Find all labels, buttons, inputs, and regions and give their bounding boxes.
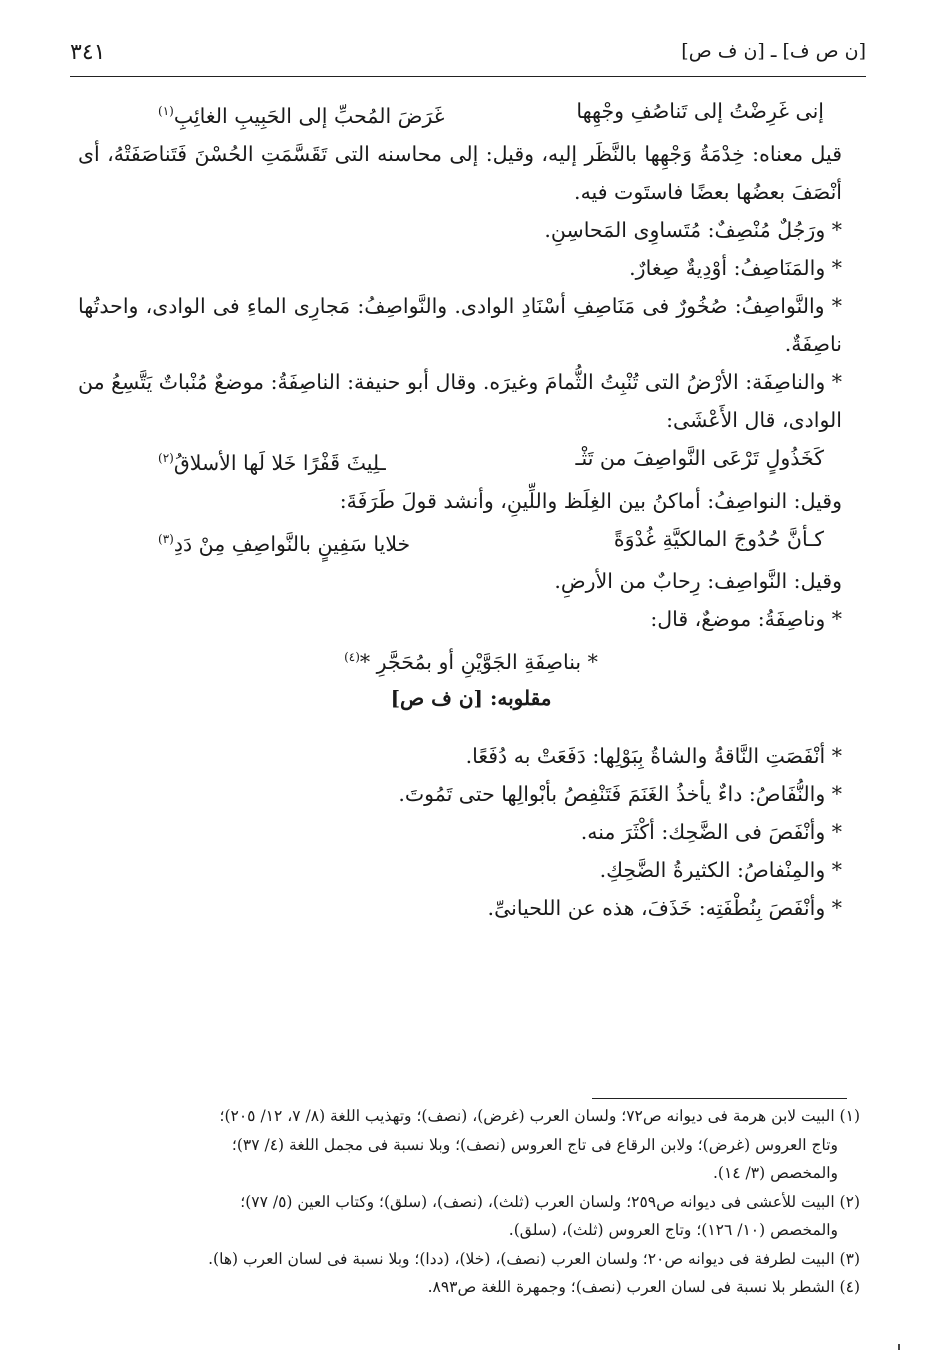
verse-al-asha [78,439,864,482]
entry-line: * وأنْفَصَ فى الضَّحِك: أكْثَرَ منه. [580,820,842,845]
entry-line: وقيل: النَّواصِف: رِحابٌ من الأرضِ. [554,569,842,594]
entry-line: * وأنْفَصَ بِنُطْفَتِه: خَذَفَ، هذه عن اللحيانىِّ. [487,896,842,921]
main-text [78,92,864,927]
page-number: ٣٤١ [70,40,106,65]
verse-second-hemistich: ـلِيثَ قَفْرًا خَلا لَها الأسلاقُ$^{(٢)}$ [158,450,386,475]
section-subheading: مقلوبه: [ن ف ص] [390,686,552,711]
entry-line: * والمَنَاصِفُ: أوْدِيةٌ صِغارٌ. [629,255,842,280]
running-header [70,40,866,74]
verse-first-hemistich: كـأنَّ حُدُوجَ المالكيَّةِ غُدْوَةً [613,526,824,551]
footnote-separator [592,1098,847,1099]
paragraph-nasifa: * والناصِفَة: الأرْضُ التى تُنْبِتُ الثُّمامَ وغيرَه. وقال أبو حنيفة: الناصِفَةُ: موضعٌ مُنْباتٌ يَتَّسِعُ من الوادى، قال الأَعْشَى: [78,369,842,432]
entry-line: * وناصِفَةُ: موضعٌ، قال: [650,607,842,632]
footnote-line: وتاج العروس (غرض)؛ ولابن الرقاع فى تاج العروس (نصف)؛ وبلا نسبة فى مجمل اللغة (٤/ ٣٧)؛ [231,1135,838,1154]
footnote-line: (٢) البيت للأعشى فى ديوانه ص٢٥٩؛ ولسان العرب (ثلث)، (نصف)، (سلق)؛ وكتاب العين (٥/ ٧٧)؛ [240,1192,860,1211]
verse-first-hemistich: كَخَذُولٍ تَرْعَى النَّواصِفَ من تَثْـ [575,445,824,470]
paragraph-meaning: قيل معناه: خِدْمَةُ وَجْهِها بالنَّظَر إليه، وقيل: إلى محاسنه التى تَقَسَّمَتِ الحُسْنَ فَتَناصَفَتْهُ، أى أنْصَفَ بعضُها بعضًا فاستَوت فيه. [78,141,842,204]
header-section-title: [ن ص ف] ـ [ن ف ص] [681,40,866,62]
paragraph-nawasif: * والنَّواصِفُ: صُخُورٌ فى مَنَاصِفِ أسْنَادِ الوادى. والنَّواصِفُ: مَجارِى الماءِ فى الوادى، واحدتُها ناصِفَةٌ. [78,293,842,356]
entry-line: * والمِنْفاصُ: الكثيرةُ الضَّحِكِ. [599,858,842,883]
footnote-line: والمخصص (٣/ ١٤). [712,1164,838,1182]
entry-line: * ورَجُلٌ مُنْصِفٌ: مُتَساوِى المَحاسِنِ. [544,217,842,242]
footnotes [80,1102,860,1302]
verse-first-hemistich: إنى غَرِضْتُ إلى تَناصُفِ وجْهِها [576,99,824,123]
footnote-ref: (٤) [344,650,360,665]
margin-mark [898,1344,900,1350]
entry-line: وقيل: النواصِفُ: أماكنُ بين الغِلَظ واللِّينِ، وأنشد قولَ طَرَفَةَ: [339,488,842,513]
entry-line: * والنُّفَاصُ: داءٌ يأخذُ الغَنَمَ فَتَنْفِصُ بأبْوالِها حتى تَمُوتَ. [398,782,842,807]
header-rule [70,76,866,77]
verse-ibn-harma [78,92,864,135]
footnote-line: (٤) الشطر بلا نسبة فى لسان العرب (نصف)؛ وجمهرة اللغة ص٨٩٣. [427,1278,860,1296]
verse-fragment: * بناصِفَةِ الجَوَّيْنِ أو بمُحَجَّرِ *$^{(٤)}$ [344,650,598,675]
entry-line: * أنْفَصَتِ النَّاقةُ والشاةُ بِبَوْلِها: دَفَعَتْ به دُفَعًا. [465,744,842,769]
footnote-line: والمخصص (١٠/ ١٢٦)؛ وتاج العروس (ثلث)، (سلق). [508,1221,838,1239]
footnote-line: (١) البيت لابن هرمة فى ديوانه ص٧٢؛ ولسان العرب (غرض)، (نصف)؛ وتهذيب اللغة (٨/ ٧، ١٢/ ٢٠٥)؛ [219,1107,860,1125]
verse-second-hemistich: خلايا سَفِينٍ بالنَّواصِفِ مِنْ دَدِ$^{(٣)}$ [158,531,411,556]
footnote-line: (٣) البيت لطرفة فى ديوانه ص٢٠؛ ولسان العرب (نصف)، (خلا)، (ددا)؛ وبلا نسبة فى لسان العرب (ها). [208,1249,860,1268]
verse-tarafa [78,520,864,563]
footnote-ref: (١) [158,104,174,118]
verse-second-hemistich: غَرَضَ المُحبِّ إلى الحَبِيبِ الغائِبِ$^{(١)}$ [158,103,445,128]
footnote-ref: (٢) [158,450,174,465]
footnote-ref: (٣) [158,531,174,546]
